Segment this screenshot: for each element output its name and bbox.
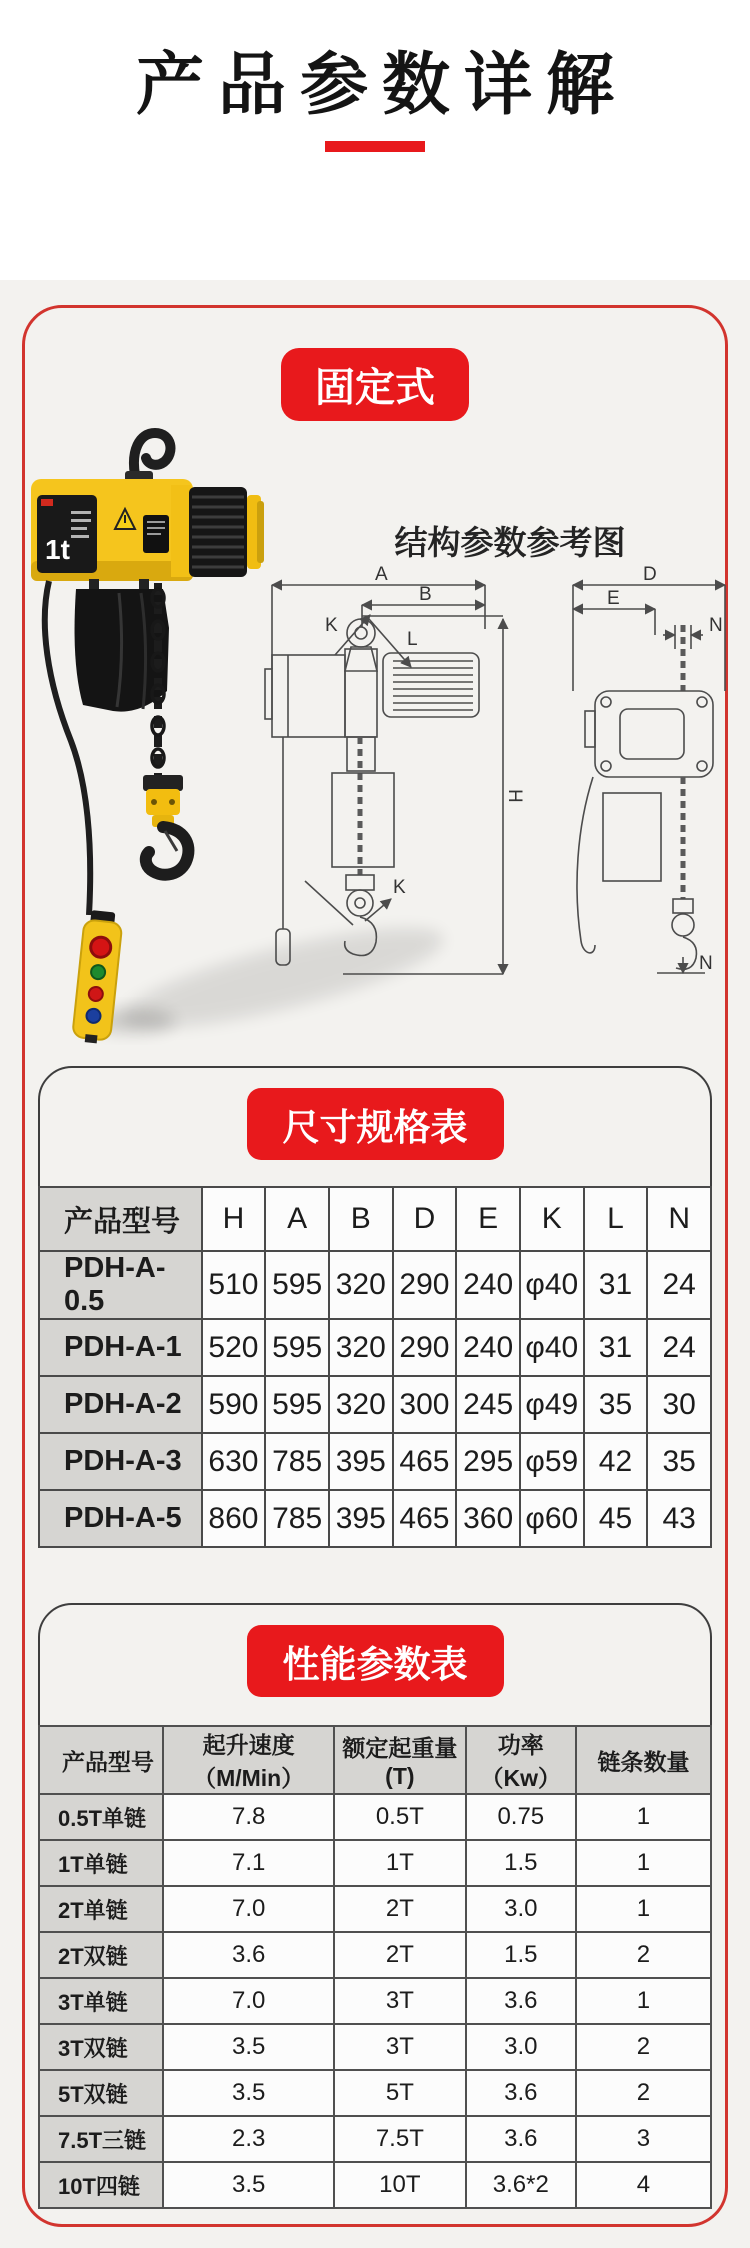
cell: 395	[329, 1433, 393, 1490]
title-underline	[325, 141, 425, 152]
label-H: H	[504, 789, 525, 803]
cell-model: 10T四链	[39, 2162, 163, 2208]
cell: 35	[647, 1433, 711, 1490]
column-header: B	[329, 1187, 393, 1251]
table-row	[39, 2070, 711, 2116]
cell: 1T	[334, 1840, 466, 1886]
perf-table-badge: 性能参数表	[247, 1625, 504, 1697]
product-detail-card	[22, 305, 728, 2227]
cell: 1	[576, 1978, 711, 2024]
cell: 590	[202, 1376, 266, 1433]
cell: 3.5	[163, 2070, 334, 2116]
cell: 320	[329, 1251, 393, 1319]
cell: 1	[576, 1794, 711, 1840]
cell: 4	[576, 2162, 711, 2208]
cell: 3.6	[466, 2070, 576, 2116]
label-K-bottom: K	[393, 877, 406, 898]
column-header: 产品型号	[39, 1187, 202, 1251]
cell: 520	[202, 1319, 266, 1376]
cell: 320	[329, 1376, 393, 1433]
cell: 595	[265, 1251, 329, 1319]
table-row	[39, 1978, 711, 2024]
bottom-hook-icon	[143, 775, 188, 875]
cell: 3.5	[163, 2162, 334, 2208]
cell: 7.5T	[334, 2116, 466, 2162]
label-B: B	[419, 584, 432, 605]
cell: 240	[456, 1251, 520, 1319]
table-row	[39, 1319, 711, 1376]
table-row	[39, 2116, 711, 2162]
label-D: D	[643, 564, 657, 585]
cell: 320	[329, 1319, 393, 1376]
perf-table-header-row	[39, 1726, 711, 1794]
cell: 290	[393, 1251, 457, 1319]
label-L: L	[407, 629, 418, 650]
page-title: 产品参数详解	[135, 47, 628, 123]
column-header: 起升速度（M/Min）	[163, 1726, 334, 1794]
size-table	[38, 1186, 712, 1548]
cell: φ49	[520, 1376, 584, 1433]
column-header: L	[584, 1187, 648, 1251]
cell: φ59	[520, 1433, 584, 1490]
column-header: E	[456, 1187, 520, 1251]
column-header: 额定起重量(T)	[334, 1726, 466, 1794]
table-row	[39, 1932, 711, 1978]
column-header: A	[265, 1187, 329, 1251]
cell: 3.0	[466, 1886, 576, 1932]
column-header: K	[520, 1187, 584, 1251]
illustration-area	[25, 421, 725, 1066]
cell: 785	[265, 1490, 329, 1547]
cell: 1	[576, 1886, 711, 1932]
cell: 300	[393, 1376, 457, 1433]
table-row	[39, 1490, 711, 1547]
cell: 7.8	[163, 1794, 334, 1840]
cell: 45	[584, 1490, 648, 1547]
table-row	[39, 2024, 711, 2070]
column-header: D	[393, 1187, 457, 1251]
cell: 3.6	[466, 2116, 576, 2162]
cell: 295	[456, 1433, 520, 1490]
column-header: N	[647, 1187, 711, 1251]
cell: 3.5	[163, 2024, 334, 2070]
performance-table	[38, 1725, 712, 2209]
label-E: E	[607, 588, 620, 609]
table-row	[39, 1886, 711, 1932]
cell: 3	[576, 2116, 711, 2162]
cell-model: PDH-A-5	[39, 1490, 202, 1547]
cell: 10T	[334, 2162, 466, 2208]
cell: 510	[202, 1251, 266, 1319]
label-K-top: K	[325, 615, 338, 636]
cell-model: 3T单链	[39, 1978, 163, 2024]
cell: φ40	[520, 1251, 584, 1319]
label-A: A	[375, 564, 388, 585]
cell: 3.6	[163, 1932, 334, 1978]
table-row	[39, 2162, 711, 2208]
capacity-label: 1t	[45, 534, 70, 565]
cell-model: PDH-A-0.5	[39, 1251, 202, 1319]
table-row	[39, 1376, 711, 1433]
page	[0, 47, 750, 2248]
table-row	[39, 1251, 711, 1319]
cell: 290	[393, 1319, 457, 1376]
cell-model: 0.5T单链	[39, 1794, 163, 1840]
cell: 1.5	[466, 1840, 576, 1886]
cell-model: 1T单链	[39, 1840, 163, 1886]
cell-model: 3T双链	[39, 2024, 163, 2070]
cell: 31	[584, 1319, 648, 1376]
cell: 0.5T	[334, 1794, 466, 1840]
hoist-body	[31, 479, 264, 581]
cell: 2T	[334, 1886, 466, 1932]
cell: 2.3	[163, 2116, 334, 2162]
cell: φ60	[520, 1490, 584, 1547]
cell-model: PDH-A-1	[39, 1319, 202, 1376]
cell: 42	[584, 1433, 648, 1490]
cell: 3T	[334, 1978, 466, 2024]
cell: 24	[647, 1251, 711, 1319]
size-table-badge: 尺寸规格表	[247, 1088, 504, 1160]
cell-model: 7.5T三链	[39, 2116, 163, 2162]
label-N-bottom: N	[699, 953, 713, 974]
cell: 2	[576, 2070, 711, 2116]
performance-spec-card	[38, 1603, 712, 2199]
cell: 630	[202, 1433, 266, 1490]
column-header: 链条数量	[576, 1726, 711, 1794]
cell: 465	[393, 1490, 457, 1547]
content-section	[0, 280, 750, 2248]
cell: 7.1	[163, 1840, 334, 1886]
cell: 245	[456, 1376, 520, 1433]
size-spec-card	[38, 1066, 712, 1535]
cell: 395	[329, 1490, 393, 1547]
cell-model: 2T双链	[39, 1932, 163, 1978]
label-N-top: N	[709, 615, 723, 636]
table-row	[39, 1433, 711, 1490]
cell: 35	[584, 1376, 648, 1433]
cell: 2	[576, 1932, 711, 1978]
table-row	[39, 1794, 711, 1840]
cell: 2	[576, 2024, 711, 2070]
cell: 2T	[334, 1932, 466, 1978]
column-header: 功率（Kw）	[466, 1726, 576, 1794]
cell: 3.6*2	[466, 2162, 576, 2208]
cell: φ40	[520, 1319, 584, 1376]
cell: 465	[393, 1433, 457, 1490]
page-header	[0, 47, 750, 280]
cell-model: PDH-A-3	[39, 1433, 202, 1490]
cell: 240	[456, 1319, 520, 1376]
cell: 3.0	[466, 2024, 576, 2070]
cell: 24	[647, 1319, 711, 1376]
cell: 595	[265, 1319, 329, 1376]
column-header: 产品型号	[39, 1726, 163, 1794]
cell: 3T	[334, 2024, 466, 2070]
size-table-header-row	[39, 1187, 711, 1251]
dimension-labels	[325, 564, 723, 974]
fixed-type-badge: 固定式	[281, 348, 469, 421]
cell: 30	[647, 1376, 711, 1433]
cell-model: 2T单链	[39, 1886, 163, 1932]
cell: 360	[456, 1490, 520, 1547]
cell: 31	[584, 1251, 648, 1319]
cell: 7.0	[163, 1978, 334, 2024]
column-header: H	[202, 1187, 266, 1251]
diagram-title: 结构参数参考图	[394, 524, 626, 561]
cell-model: 5T双链	[39, 2070, 163, 2116]
cell: 0.75	[466, 1794, 576, 1840]
cell: 7.0	[163, 1886, 334, 1932]
cell-model: PDH-A-2	[39, 1376, 202, 1433]
table-row	[39, 1840, 711, 1886]
cell: 1	[576, 1840, 711, 1886]
cell: 5T	[334, 2070, 466, 2116]
cell: 595	[265, 1376, 329, 1433]
cell: 3.6	[466, 1978, 576, 2024]
cell: 860	[202, 1490, 266, 1547]
structure-diagram	[243, 564, 733, 999]
cell: 785	[265, 1433, 329, 1490]
cell: 43	[647, 1490, 711, 1547]
cell: 1.5	[466, 1932, 576, 1978]
